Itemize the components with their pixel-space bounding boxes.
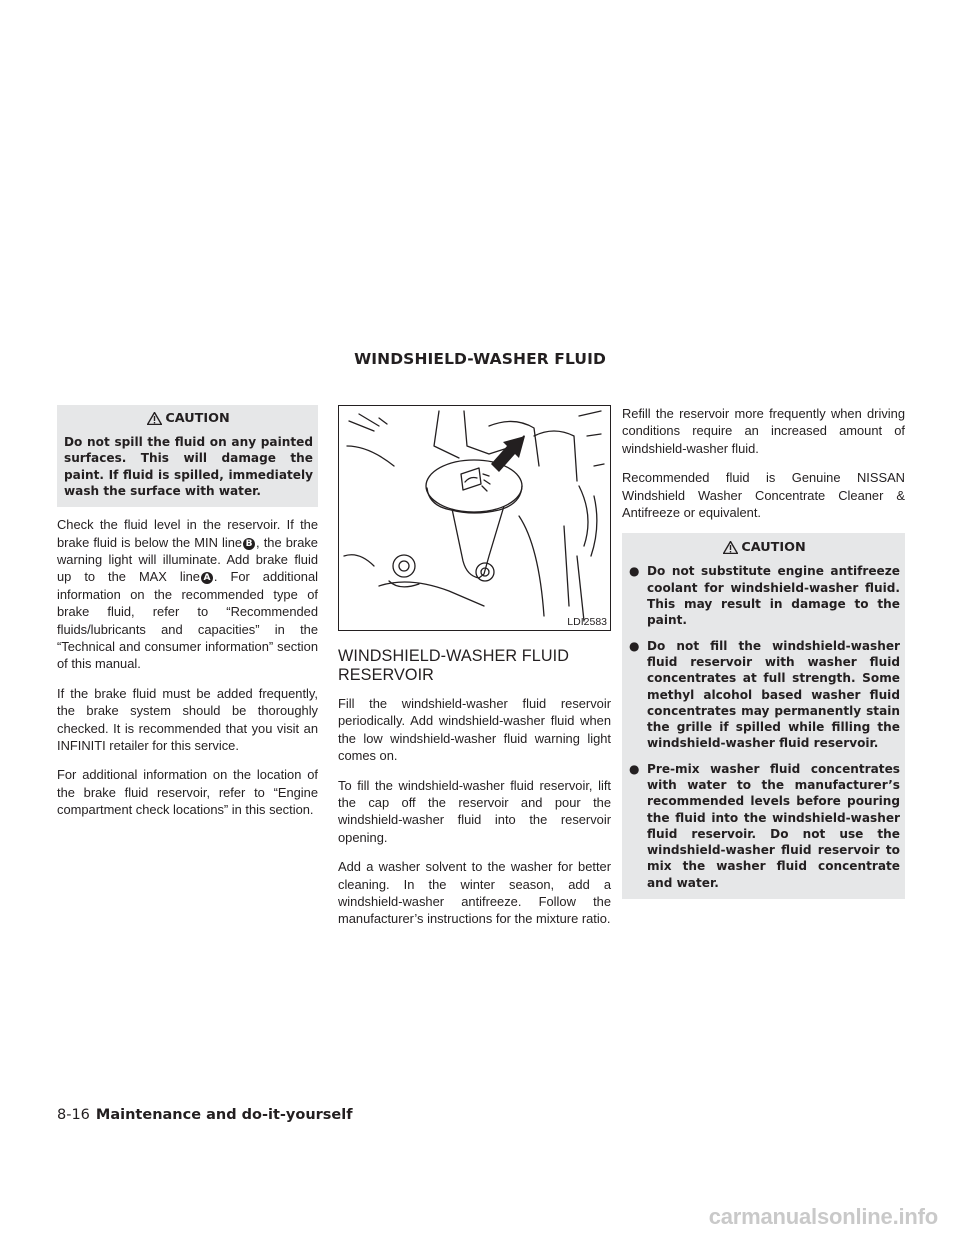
paragraph-solvent: Add a washer solvent to the washer for better cleaning. In the winter season, add a windshield-washer antifreeze. Follow the manufacturer’s instructions for the mixture ratio. [338, 859, 611, 927]
column-2 [338, 405, 611, 940]
list-item [629, 563, 900, 628]
caution-heading-text: CAUTION [741, 540, 806, 556]
list-item [629, 761, 900, 891]
warning-triangle-icon [147, 412, 162, 425]
bullet-icon: ● [629, 761, 640, 776]
caution-heading [629, 540, 900, 555]
paragraph-fluid-level [57, 516, 318, 673]
bullet-icon: ● [629, 638, 640, 653]
paragraph-refill: Refill the reservoir more frequently when driving conditions require an increased amount of windshield-washer fluid. [622, 406, 905, 456]
page-number: 8-16 [57, 1107, 90, 1123]
bullet-text: Do not substitute engine antifreeze coolant for windshield-washer fluid. This may result in damage to the paint. [647, 564, 900, 628]
list-item [629, 638, 900, 752]
reservoir-figure [338, 405, 611, 631]
caution-list [629, 563, 900, 891]
paragraph-location: For additional information on the location of the brake fluid reservoir, refer to “Engine compartment check locations” in this section. [57, 767, 318, 818]
fluid-level-text-b: , the brake warning light will illuminate. Add brake fluid up to the MAX line [57, 534, 318, 585]
bullet-icon: ● [629, 564, 640, 579]
fluid-level-text-a: Check the fluid level in the reservoir. If the brake fluid is below the MIN line [57, 517, 318, 550]
column-1 [57, 405, 318, 831]
caution-text: Do not spill the fluid on any painted surfaces. This will damage the paint. If fluid is spilled, immediately wash the surface with water. [64, 435, 313, 498]
paragraph-added-frequently: If the brake fluid must be added frequently, the brake system should be thoroughly checked. It is recommended that you visit an INFINITI retailer for this service. [57, 685, 318, 754]
reservoir-illustration [339, 406, 610, 630]
fluid-level-text-c: . For additional information on the recommended type of brake fluid, refer to “Recommended fluids/lubricants and capacities” in the “Technical and consumer information” section of this manual. [57, 569, 318, 672]
subheading-reservoir: WINDSHIELD-WASHER FLUID RESERVOIR [338, 647, 570, 684]
marker-a-icon: A [201, 572, 213, 584]
caution-heading [64, 411, 313, 426]
column-3 [622, 405, 905, 908]
bullet-text: Pre-mix washer fluid concentrates with water to the manufacturer’s recommended levels before pouring the fluid into the windshield-washer fluid reservoir. Do not use the windshield-washer fluid reservoir to mix the washer fluid concentrate and water. [647, 761, 900, 890]
page-footer [57, 1107, 353, 1123]
section-title: WINDSHIELD-WASHER FLUID [354, 350, 606, 368]
paragraph-recommended-fluid: Recommended fluid is Genuine NISSAN Windshield Washer Concentrate Cleaner & Antifreeze or equivalent. [622, 470, 905, 521]
paragraph-fill-periodically: Fill the windshield-washer fluid reservoir periodically. Add windshield-washer fluid when the low windshield-washer fluid warning light comes on. [338, 696, 611, 764]
caution-heading-text: CAUTION [165, 411, 230, 426]
paragraph-how-to-fill: To fill the windshield-washer fluid reservoir, lift the cap off the reservoir and pour the windshield-washer fluid into the reservoir opening. [338, 777, 611, 845]
marker-b-icon: B [243, 538, 255, 550]
caution-box-washer [622, 533, 905, 899]
watermark: carmanualsonline.info [708, 1204, 938, 1229]
bullet-text: Do not fill the windshield-washer fluid reservoir with washer fluid concentrates at full strength. Some methyl alcohol based washer fluid concentrates may permanently stain the grille if spilled while filling the windshield-washer fluid reservoir. [647, 638, 900, 751]
chapter-title: Maintenance and do-it-yourself [95, 1107, 353, 1123]
caution-box-brake [57, 405, 318, 507]
warning-triangle-icon [723, 541, 738, 554]
figure-label: LDI2583 [567, 616, 607, 628]
